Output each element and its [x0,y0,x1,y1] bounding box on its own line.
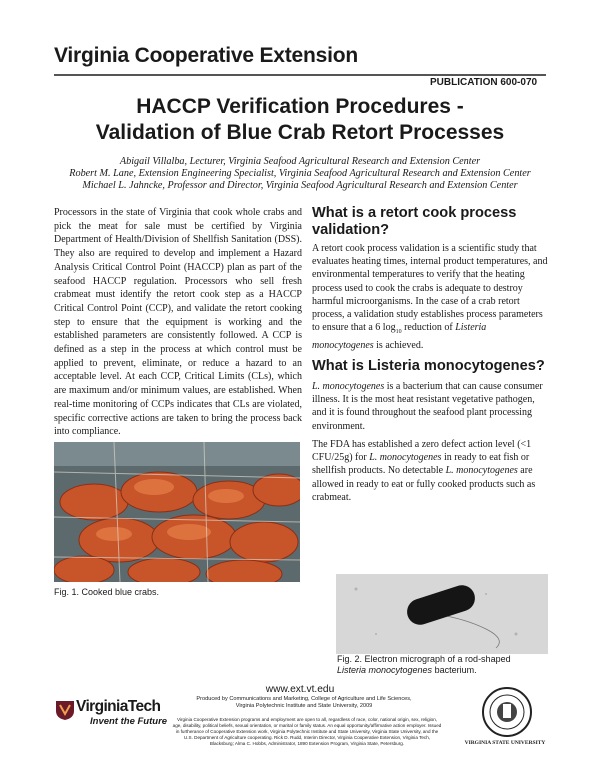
figure-1-caption: Fig. 1. Cooked blue crabs. [54,587,160,597]
fda-text-c: are allowed in ready to eat or fully cooked products such as crabmeat. [312,465,536,503]
intro-text: Processors in the state of Virginia that cook whole crabs and pick the meat for sale must be certified by Virginia Department of Health/Division of Shellfish Sanitation (DSS). They also are required to develop and implement a Hazard Analysis Critical Control Point (HACCP) plan as part of the seafood HACCP regulation. Processors who sell fresh crabmeat must identify the retort cook step as a HACCP Critical Control Point (CCP), and validate the retort cooking step to ensure that the equipment is working and the established parameters are consistently followed. A CCP is defined as a step in the process at which control must be applied to prevent, eliminate, or reduce a hazard to an acceptable level. At each CCP, Critical Limits (CLs), which are maximum and/or minimum values, are established. When real-time monitoring of CCPs indicates that CLs are violated, specific corrective actions are taken to bring the process back into compliance. [54,207,302,438]
intro-paragraph [54,206,302,439]
heading-retort-validation: What is a retort cook process validation? [312,205,517,238]
fda-text-b: in ready to eat fish or shellfish products. No detectable [312,452,530,477]
extension-url-link[interactable]: www.ext.vt.edu [265,684,335,695]
listeria-italic-1: L. monocytogenes [312,381,385,392]
retort-text-b: reduction of [401,322,453,334]
title-line-1: HACCP Verification Procedures - [136,95,464,118]
figure-2-caption-end: bacterium. [432,664,477,675]
authors [0,156,600,192]
retort-italic: Listeria monocytogenes [312,322,487,352]
document-title [0,94,600,146]
heading-listeria: What is Listeria monocytogenes? [312,358,545,374]
figure-2-caption-italic: Listeria monocytogenes [337,664,433,675]
author-2: Robert M. Lane, Extension Engineering Specialist, Virginia Seafood Agricultural Research and Extension Center [69,168,531,179]
listeria-text-1: is a bacterium that can cause consumer illness. It is the most heat resistant vegetative pathogen, and it is found throughout the seafood plant processing environment. [312,381,543,432]
vsu-seal-icon [481,686,533,738]
header-rule [54,74,546,76]
figure-2-caption-line-1: Fig. 2. Electron micrograph of a rod-shaped [337,654,511,664]
micrograph-photo [336,574,548,700]
retort-paragraph [312,242,548,353]
brand-title: Virginia Cooperative Extension [54,44,359,67]
crab-photo [54,442,300,582]
title-line-2: Validation of Blue Crab Retort Processes [95,121,505,144]
retort-text-a: A retort cook process validation is a scientific study that evaluates heating times, internal product temperatures, and environmental temperatures to verify that the heating process used to cook the crabs is adequate to destroy harmful microorganisms. In the case of a crab retort process, a validation study establishes process parameters to ensure that a 6 log [312,243,548,334]
listeria-paragraph-1 [312,380,548,433]
vsu-wordmark: VIRGINIA STATE UNIVERSITY [464,740,546,746]
production-credit: Produced by Communications and Marketing, College of Agriculture and Life Sciences, Virginia Polytechnic Institute and State University, 2009 [196,696,412,710]
author-3: Michael L. Jahncke, Professor and Director, Virginia Seafood Agricultural Research and Extension Center [82,180,518,191]
figure-2-caption-line-2 [337,665,549,676]
fda-italic-2: L. monocytogenes [445,465,518,477]
retort-subscript: 10 [395,329,402,336]
figure-2-caption [337,654,549,675]
listeria-paragraph-2 [312,438,548,504]
fda-italic-1: L. monocytogenes [369,452,442,464]
publication-number: PUBLICATION 600-070 [430,77,538,88]
author-1: Abigail Villalba, Lecturer, Virginia Seafood Agricultural Research and Extension Center [119,156,481,167]
fda-text-a: The FDA has established a zero defect action level (<1 CFU/25g) for [312,439,532,464]
retort-text-c: is achieved. [373,340,424,352]
legal-notice: Virginia Cooperative Extension programs and employment are open to all, regardless of race, color, national origin, sex, religion, age, disability, political beliefs, sexual orientation, or marital or family status. An equal opportunity/affirmative action employer. Issued in furtherance of Cooperative Extension work, Virginia Polytechnic Institute and State University, Virginia State University, and the U.S. Department of Agriculture cooperating. Rick D. Rudd, Interim Director, Virginia Cooperative Extension, Virginia Tech, Blacksburg; Alma C. Hobbs, Administrator, 1890 Extension Program, Virginia State, Petersburg. [172,717,442,746]
vt-tagline: Invent the Future [90,716,168,727]
vt-wordmark: VirginiaTech [76,698,161,715]
